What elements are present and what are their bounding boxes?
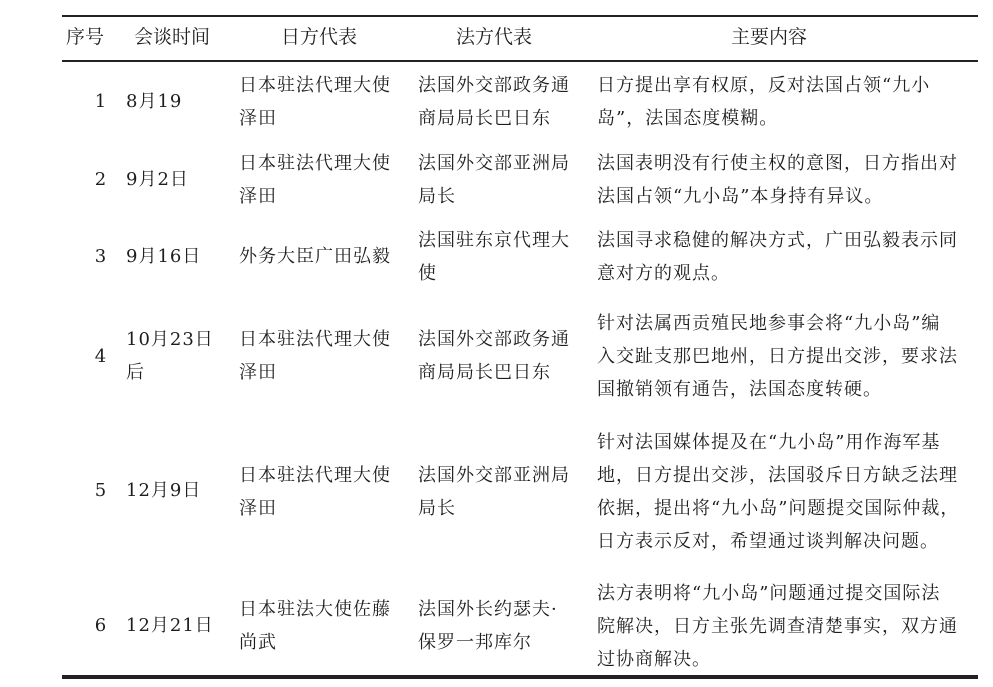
row6-date: 12月21日 — [126, 615, 214, 636]
header-japan-rep: 日方代表 — [281, 26, 358, 48]
row3-no: 3 — [94, 246, 108, 267]
row2-france-rep-line2: 局长 — [418, 186, 456, 207]
row4-japan-rep-line2: 泽田 — [239, 362, 277, 383]
row2-japan-rep-line2: 泽田 — [239, 186, 277, 207]
row2-france-rep-line1: 法国外交部亚洲局 — [418, 153, 570, 174]
row1-date: 8月19 — [126, 91, 183, 112]
header-date: 会谈时间 — [134, 26, 211, 48]
row4-france-rep-line2: 商局局长巴日东 — [418, 362, 551, 383]
row1-content-line2: 岛”，法国态度模糊。 — [597, 108, 779, 129]
row5-content-line1: 针对法国媒体提及在“九小岛”用作海军基 — [597, 432, 941, 453]
row6-japan-rep-line1: 日本驻法大使佐藤 — [239, 599, 391, 620]
row4-content-line3: 国撤销领有通告，法国态度转硬。 — [597, 379, 882, 400]
row6-japan-rep-line2: 尚武 — [239, 632, 277, 653]
row5-france-rep-line2: 局长 — [418, 498, 456, 519]
row5-france-rep-line1: 法国外交部亚洲局 — [418, 465, 570, 486]
table-top-rule — [62, 15, 978, 17]
table-header-rule — [62, 60, 978, 62]
row1-france-rep-line1: 法国外交部政务通 — [418, 75, 570, 96]
row2-japan-rep-line1: 日本驻法代理大使 — [239, 153, 391, 174]
row3-content-line2: 意对方的观点。 — [597, 263, 730, 284]
row6-content-line3: 过协商解决。 — [597, 649, 711, 670]
row4-japan-rep-line1: 日本驻法代理大使 — [239, 329, 391, 350]
row4-date-line2: 后 — [126, 362, 145, 383]
row3-france-rep-line1: 法国驻东京代理大 — [418, 230, 570, 251]
row4-content-line1: 针对法属西贡殖民地参事会将“九小岛”编 — [597, 313, 941, 334]
row6-france-rep-line2: 保罗一邦库尔 — [418, 632, 532, 653]
row3-japan-rep-line1: 外务大臣广田弘毅 — [239, 246, 391, 267]
row1-france-rep-line2: 商局局长巴日东 — [418, 108, 551, 129]
row1-no: 1 — [94, 91, 108, 112]
row5-no: 5 — [94, 480, 108, 501]
row1-japan-rep-line1: 日本驻法代理大使 — [239, 75, 391, 96]
row6-no: 6 — [94, 615, 108, 636]
row2-content-line2: 法国占领“九小岛”本身持有异议。 — [597, 186, 884, 207]
header-no: 序号 — [66, 26, 105, 48]
row5-japan-rep-line1: 日本驻法代理大使 — [239, 465, 391, 486]
row2-content-line1: 法国表明没有行使主权的意图，日方指出对 — [597, 153, 958, 174]
row5-content-line4: 日方表示反对，希望通过谈判解决问题。 — [597, 531, 939, 552]
row4-no: 4 — [94, 346, 108, 367]
row1-content-line1: 日方提出享有权原，反对法国占领“九小 — [597, 75, 931, 96]
row5-content-line2: 地，日方提出交涉，法国驳斥日方缺乏法理 — [597, 465, 958, 486]
row2-no: 2 — [94, 169, 108, 190]
row5-content-line3: 依据，提出将“九小岛”问题提交国际仲裁， — [597, 498, 960, 519]
header-main-content: 主要内容 — [731, 26, 808, 48]
row6-content-line2: 院解决，日方主张先调查清楚事实，双方通 — [597, 616, 958, 637]
row4-france-rep-line1: 法国外交部政务通 — [418, 329, 570, 350]
row3-date: 9月16日 — [126, 246, 202, 267]
row5-date: 12月9日 — [126, 480, 202, 501]
row6-france-rep-line1: 法国外长约瑟夫· — [418, 599, 558, 620]
row3-content-line1: 法国寻求稳健的解决方式，广田弘毅表示同 — [597, 230, 958, 251]
row4-date-line1: 10月23日 — [126, 329, 214, 350]
row6-content-line1: 法方表明将“九小岛”问题通过提交国际法 — [597, 583, 941, 604]
row1-japan-rep-line2: 泽田 — [239, 108, 277, 129]
header-france-rep: 法方代表 — [456, 26, 533, 48]
table-bottom-rule — [62, 675, 978, 679]
row2-date: 9月2日 — [126, 169, 189, 190]
row3-france-rep-line2: 使 — [418, 263, 437, 284]
row5-japan-rep-line2: 泽田 — [239, 498, 277, 519]
row4-content-line2: 入交趾支那巴地州，日方提出交涉，要求法 — [597, 346, 958, 367]
